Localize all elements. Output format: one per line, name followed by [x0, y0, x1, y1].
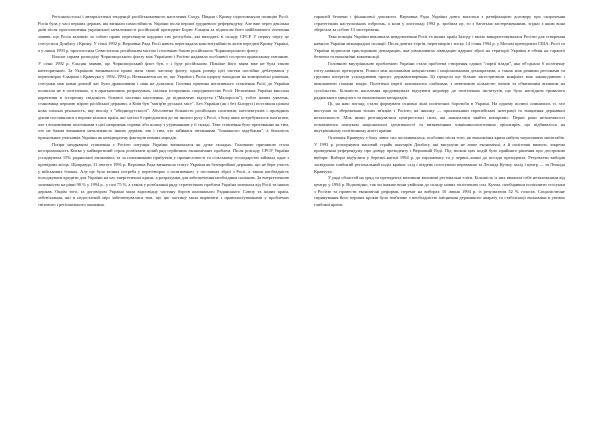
- paragraph: Попри неоднакові ставлення з Росією ситуація України визначалася як дуже складна. Головною причиною стала неспроможність Києва у найкоротший строк розв'язати цілий ряд серйозних економічних проблем. Після розпаду СРСР Україна успадкувала 15% радянської економіки, та за показниками прибутків у промисловості та сільському господарстві займала одне з провідних місць. Щоправда, 11 лютого 1991 р. Верховна Рада визначила статус України як безпартійної держави, що не бере участь у військових блоках. Але ще була велика потреба у переговорах з позитивною, у поставках зброї з Росії, а також необхідність погоджувати кредити для України на час енергетичної кризи, а розрахунки для забезпечення необхідним пальним. За енергетичною залежністю на рівні 90 % у 1994 р., у газі 75 %, а також у розв'язанні ряду стратегічних проблем Україна залежала від Росії та інших держав. Окрім того, за договором Україна мала відповідну частину боргів колишнього Радянського Союзу та інших країн, зобов'язання, які в недостатній мірі забезпечувалися тим, що цю частину мала вирішити з правонаступниками у проблемах світового і регіонального значення.: [38, 141, 290, 208]
- paragraph: Ці, на наш погляд, стали формувати основні лінії політичної боротьби в Україні. На одному полюсі опинились ті, хто виступав за збереження тісних зв'язків з Росією; на іншому — прихильники європейської інтеграції та зміцнення державної незалежності. Між ними розташувалися центристські сили, які намагалися знайти компроміс. Перші роки незалежності позначилися пошуком національної ідентичності та визначенням зовнішньополітичних орієнтирів, що відбивалося на внутрішньому політичному житті країни.: [314, 101, 565, 134]
- paragraph: Власне справа розподілу Чорноморського флоту між Україною і Росією надавала особливої гостроти кримському питанню. У січні 1992 р. Єльцин заявив, що Чорноморський флот був, є і буде російським. Пізніше його заява вже не була такою категоричною. За Україною визнавалося право мати свою частину флоту, однак розмір цієї частки постійно дебатувався у переговорах Єльцина і Кравчука у 1992–1994 р. Незважаючи на те, що Україна і Росія щоразу виходили на компромісні рішення, стосунки між ними довгий час були дражливими і ніяк не ділилися. Головна причина негативного ставлення Росії до України полягала не в політичних, а в прагматичних розрахунках, скільки історичних спорідненостях Росії. Незалежна Україна вносила корективи в історичну свідомість більшої частини населення, де відновлено відчуття ("Малоросія"), тобто інших уявлень, становища першою мірою російської держави, а Київ був "матір'ю руських міст". Без України (як і без Білорусі) поставала цілком нова спільна реальність, яку вислід з "обиднорусскості". Абсолютна більшість російських політиків, інтелектуалів і провідних діячів поставилися з вороже кількох країн, які хотіли б приєднатися до чи іншого руху з Росії, з боку яких потребувалося пам'ятати, але з впливовими політиками з цієї неприязнь справи, або шляху з утриманням у її складі. Таке ставлення було притаманне як тим, хто не бажав визнавати незалежність інших держав, так і тим, хто займався питаннями "ближнього зарубіжжя", а більшість прихильних учасників України як невідворотну факторів певних народів.: [38, 54, 289, 140]
- right-column: [314, 14, 565, 209]
- paragraph: У ряді областей на уряд та президента впливали впливові регіональні еліти. Більшість із них вважала себе незалежними від центру у 1994 р. Відповідно, так чи інакше вони увійшли до складу нових політичних сил. Кучма, пообіцявши поліпшити стосунки з Росією та провести економічні реформи, переміг на виборах 10 липня 1994 р. із результатом 52 % голосів. Соціалістичне спрямування його перших кроків було пов'язане з необхідністю зміцнення державного апарату та стабілізації економіки в умовах глибокої кризи.: [314, 175, 565, 208]
- left-column: [38, 14, 289, 209]
- paragraph: гарантій безпеки і фінансової допомоги. Верховна Рада України довго вагалася з ратифікацією договору про скорочення стратегічних наступальних озброєнь, а коли у листопаді 1992 р. зробила це, то з багатьма застереженнями, згідно з яким вона зберігала за собою 13 застережень.: [314, 14, 565, 33]
- paragraph: Така позиція України викликала невдоволення Росії та інших країн Заходу і вміло використовувалася Росією для створення навколо України міжнародної ізоляції. Після довгих торгів, переговорів і тиску, 14 січня 1994 р. у Москві президенти США, Росії та України підписали тристоронню декларацію, яка уможливила ліквідацію ядерної зброї на території України в обмін на гарантії безпеки та економічні компенсації.: [314, 34, 565, 60]
- paragraph: Головною внутрішньою проблемою України стала проблема створення єдиної "партії влади", яка об'єднала б політичну еліту навколо президента. Розкол між колишніми комуністами і національними демократами, а також між різними регіонами та групами інтересів ускладнював процес державотворення. Ці процеси ще більше загострювали конфлікт між законодавчою і виконавчою гілками влади. Політичні партії залишалися слабкими, з невеликою кількістю членів та обмеженим впливом на суспільство. Більшість населення продовжувала відчувати недовіру до політичних інститутів, що було наслідком тривалого радянського минулого та економічних негараздів.: [314, 61, 565, 100]
- paragraph: Регіоналістські і автаркістичні тенденції російськомовного населення Сходу, Півдня і Криму підштовхнули позицію Росії. Росія була у часі перших держав, які визнали самостійність України після першої грудневого референдуму. Але вже через декілька днів після проголошення української незалежності російський президент Борис Єльцин за підписом його найближчого оточення заявив, що Росія залишає за собою право переглянути кордони тих республік, які виходять зі складу СРСР. У першу чергу це стосується Донбасу і Криму. У січні 1992 р. Верховна Рада Росії навіть переглядала конституційність актів передачі Криму Україні, а у липні 1993 р. проголосила Севастополь російським містом і головною базою російського Чорноморського флоту.: [38, 14, 289, 53]
- paragraph: Опозиція Кравчуку з боку лівих сил посилювалася, особливо після того, як економічна криза набула загрозливих масштабів. У 1993 р. розгорнувся масовий страйк шахтарів Донбасу, які висунули не лише економічні, а й політичні вимоги, зокрема проведення референдуму про довіру президенту і Верховній Раді. Під тиском цих подій було прийнято рішення про дострокові вибори. Вибори відбулися у березні–квітні 1994 р. до парламенту та у червні–липні до посади президента. Результати виборів засвідчили глибокий регіональний поділ країни: схід і південь голосували переважно за Леоніда Кучму, захід і центр — за Леоніда Кравчука.: [314, 134, 565, 174]
